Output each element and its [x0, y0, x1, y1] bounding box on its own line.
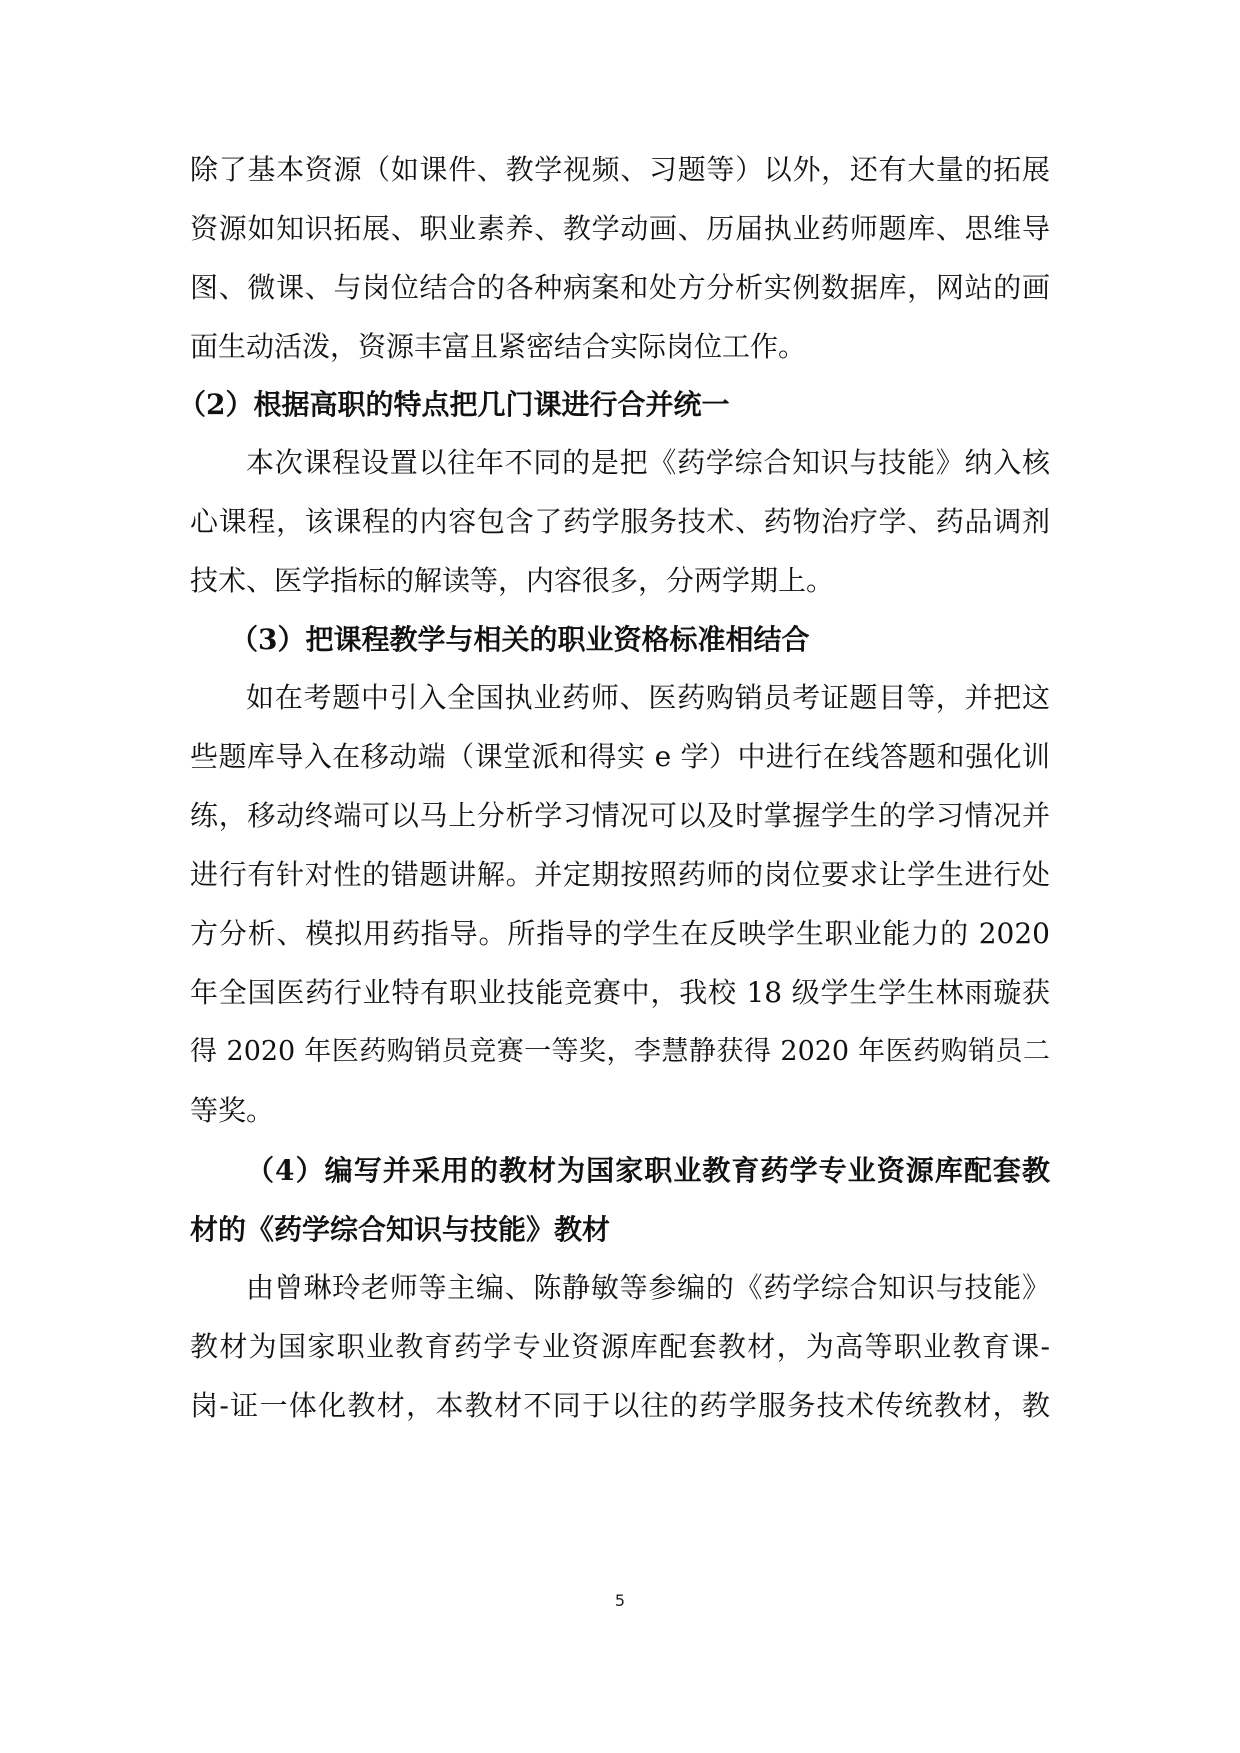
section-heading-4-line-2: 材的《药学综合知识与技能》教材	[190, 1213, 611, 1246]
paragraph-3-line-3: 练，移动终端可以马上分析学习情况可以及时掌握学生的学习情况并	[190, 799, 1050, 832]
paragraph-2-line-3: 技术、医学指标的解读等，内容很多，分两学期上。	[190, 564, 835, 597]
paragraph-2-line-2: 心课程，该课程的内容包含了药学服务技术、药物治疗学、药品调剂	[190, 505, 1050, 538]
paragraph-1-line-2: 资源如知识拓展、职业素养、教学动画、历届执业药师题库、思维导	[190, 212, 1050, 245]
paragraph-3-line-7: 得 2020 年医药购销员竞赛一等奖，李慧静获得 2020 年医药购销员二	[190, 1036, 1050, 1067]
paragraph-1-line-1: 除了基本资源（如课件、教学视频、习题等）以外，还有大量的拓展	[190, 153, 1050, 186]
paragraph-4-line-3: 岗-证一体化教材，本教材不同于以往的药学服务技术传统教材，教	[190, 1389, 1050, 1422]
paragraph-4-line-1: 由曾琳玲老师等主编、陈静敏等参编的《药学综合知识与技能》	[246, 1271, 1050, 1304]
paragraph-3-line-8: 等奖。	[190, 1094, 275, 1127]
section-heading-4-line-1: （4）编写并采用的教材为国家职业教育药学专业资源库配套教	[246, 1154, 1050, 1187]
paragraph-1-line-3: 图、微课、与岗位结合的各种病案和处方分析实例数据库，网站的画	[190, 271, 1050, 304]
paragraph-3-line-1: 如在考题中引入全国执业药师、医药购销员考证题目等，并把这	[246, 681, 1050, 714]
paragraph-3-line-5: 方分析、模拟用药指导。所指导的学生在反映学生职业能力的 2020	[190, 917, 1050, 950]
paragraph-3-line-2: 些题库导入在移动端（课堂派和得实 e 学）中进行在线答题和强化训	[190, 740, 1050, 773]
paragraph-4-line-2: 教材为国家职业教育药学专业资源库配套教材，为高等职业教育课-	[190, 1330, 1050, 1363]
section-heading-3: （3）把课程教学与相关的职业资格标准相结合	[230, 623, 810, 656]
paragraph-3-line-4: 进行有针对性的错题讲解。并定期按照药师的岗位要求让学生进行处	[190, 858, 1050, 891]
paragraph-3-line-6: 年全国医药行业特有职业技能竞赛中，我校 18 级学生学生林雨璇获	[190, 976, 1050, 1009]
section-heading-2: （2）根据高职的特点把几门课进行合并统一	[178, 388, 730, 421]
paragraph-2-line-1: 本次课程设置以往年不同的是把《药学综合知识与技能》纳入核	[246, 446, 1050, 479]
page-number: 5	[614, 1591, 626, 1610]
paragraph-1-line-4: 面生动活泼，资源丰富且紧密结合实际岗位工作。	[190, 330, 807, 363]
